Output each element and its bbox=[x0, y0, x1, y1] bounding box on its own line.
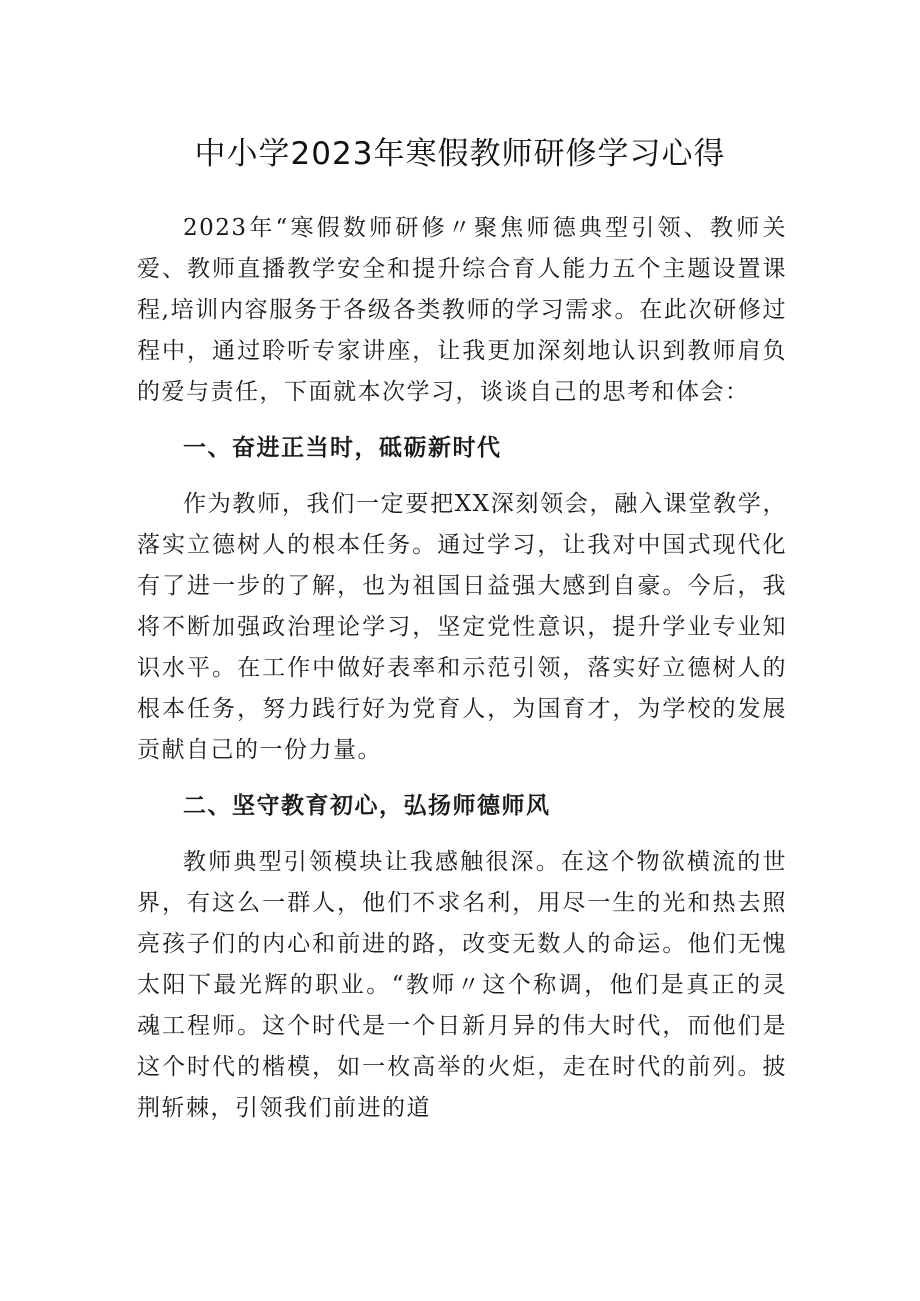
document-body bbox=[137, 208, 787, 1129]
section-paragraph-1: 作为教师，我们一定要把XX深刻领会，融入课堂敎学，落实立德树人的根本任务。通过学习，让我对中国式现代化有了进一步的了解，也为祖国日益强大感到自豪。今后，我将不断加强政治理论学习，坚定党性意识，提升学业专业知识水平。在工作中做好表率和示范引领，落实好立德树人的根本任务，努力践行好为党育人，为国育才，为学校的发展贡献自己的一份力量。 bbox=[137, 491, 787, 763]
section-heading-1: 一、奋进正当时，砥砺新时代 bbox=[183, 435, 502, 461]
section-paragraph-2: 教师典型引领模块让我感触很深。在这个物欲横流的世界，有这么一群人，他们不求名利，用尽一生的光和热去照亮孩子们的内心和前进的路，改变无数人的命运。他们无愧太阳下最光辉的职业。“教师〃这个称调，他们是真正的灵魂工程师。这个时代是一个日新月异的伟大时代，而他们是这个时代的楷模，如一枚高举的火炬，走在时代的前列。披荆斩棘，引领我们前进的道 bbox=[137, 849, 787, 1121]
section-heading-2: 二、坚守教育初心，弘扬师德师风 bbox=[183, 793, 551, 819]
intro-paragraph: 2023年“寒假数师研修〃聚焦师德典型引领、教师关爱、教师直播教学安全和提升综合育人能力五个主题设置课程,培训内容服务于各级各类教师的学习需求。在此次研修过程中，通过聆听专家讲座，让我更加深刻地认识到教师肩负的爱与责任，下面就本次学习，谈谈自己的思考和体会： bbox=[137, 215, 787, 405]
document-title: 中小学2023年寒假教师研修学习心得 bbox=[194, 136, 726, 172]
